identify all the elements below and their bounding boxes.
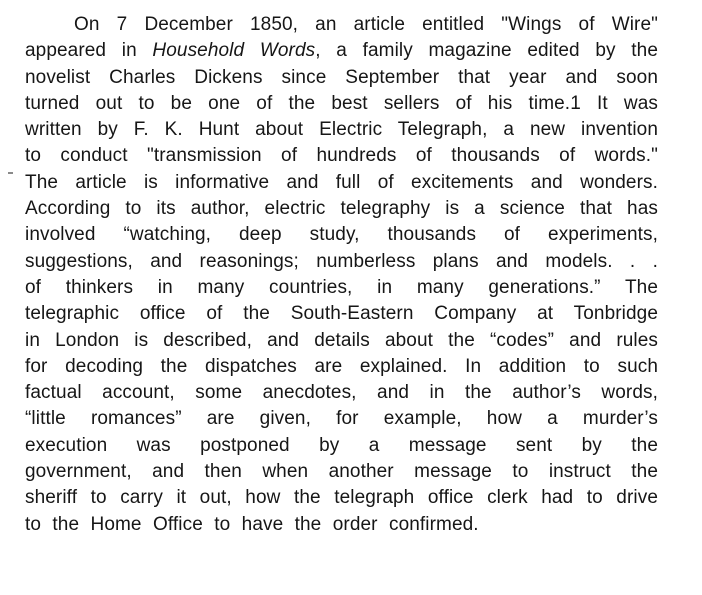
text-line-09: involved “watching, deep study, thousands of experiments, xyxy=(25,224,658,246)
text-line-07: The article is informative and full of excitements and wonders. xyxy=(25,171,658,193)
text-line-03: novelist Charles Dickens since September that year and soon xyxy=(25,66,658,88)
text-line-11: of thinkers in many countries, in many generations.” The xyxy=(25,276,658,298)
text-line-08: According to its author, electric telegraphy is a science that has xyxy=(25,198,658,220)
text-segment: appeared in xyxy=(25,40,153,62)
text-line-06: to conduct "transmission of hundreds of thousands of words." xyxy=(25,145,658,167)
text-line-04: turned out to be one of the best sellers of his time.1 It was xyxy=(25,92,658,114)
scan-artifact-mark xyxy=(8,172,13,174)
text-line-01: On 7 December 1850, an article entitled "Wings of Wire" xyxy=(74,14,658,35)
text-line-16: “little romances” are given, for example, how a murder’s xyxy=(25,408,658,430)
text-line-19: sheriff to carry it out, how the telegraph office clerk had to drive xyxy=(25,487,658,509)
paragraph xyxy=(25,12,658,538)
text-line-18: government, and then when another message to instruct the xyxy=(25,461,658,483)
text-line-15: factual account, some anecdotes, and in the author’s words, xyxy=(25,382,658,404)
text-line-05: written by F. K. Hunt about Electric Telegraph, a new invention xyxy=(25,119,658,141)
text-line-17: execution was postponed by a message sent by the xyxy=(25,434,658,456)
text-line-20: to the Home Office to have the order confirmed. xyxy=(25,513,479,535)
text-segment: , a family magazine edited by the xyxy=(315,40,658,62)
text-line-02 xyxy=(25,38,658,64)
text-line-14: for decoding the dispatches are explained. In addition to such xyxy=(25,355,658,377)
text-line-10: suggestions, and reasonings; numberless plans and models. . . xyxy=(25,250,658,272)
magazine-title-italic: Household Words xyxy=(152,40,316,62)
text-line-13: in London is described, and details about the “codes” and rules xyxy=(25,329,658,351)
text-line-12: telegraphic office of the South-Eastern Company at Tonbridge xyxy=(25,303,658,325)
